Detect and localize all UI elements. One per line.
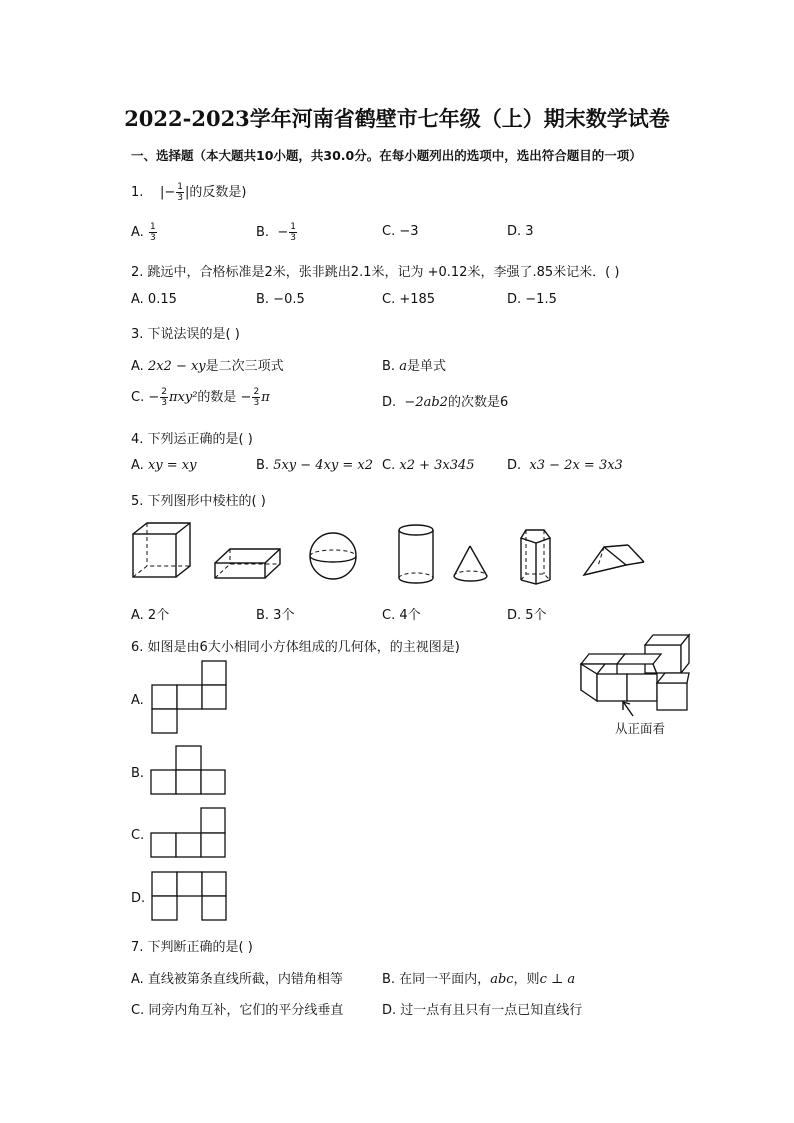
question-6: 6. 如图是由6大小相同小方体组成的几何体，的主视图是): [131, 640, 460, 655]
fraction: $\frac{1}{3}$: [177, 182, 183, 203]
q2-option-a[interactable]: A. 0.15: [131, 292, 177, 307]
q2-option-b[interactable]: B. −0.5: [256, 292, 305, 307]
q7-option-d[interactable]: D. 过一点有且只有一点已知直线行: [382, 1003, 583, 1018]
q3-option-c[interactable]: C. − $\frac{2}{3}$ πxy²的数是 − $\frac{2}{3}$ π: [131, 387, 270, 408]
q5-option-c[interactable]: C. 4个: [382, 608, 421, 623]
q4-option-c[interactable]: C. x2 + 3x345: [382, 458, 475, 473]
q6-option-d-view: [152, 872, 226, 920]
q6-option-c[interactable]: C.: [131, 828, 145, 843]
q2-option-d[interactable]: D. −1.5: [507, 292, 557, 307]
q6-option-a-view: [152, 661, 226, 733]
question-number: 1.: [131, 185, 144, 200]
q3-option-d[interactable]: D. −2ab2的次数是6: [382, 395, 509, 410]
q2-option-c[interactable]: C. +185: [382, 292, 436, 307]
q1-option-d[interactable]: D. 3: [507, 224, 534, 239]
q3-option-a[interactable]: A. 2x2 − xy是二次三项式: [131, 359, 284, 374]
q6-option-b[interactable]: B.: [131, 766, 145, 781]
front-view-caption: 从正面看: [615, 721, 666, 736]
q4-option-b[interactable]: B. 5xy − 4xy = x2: [256, 458, 374, 473]
q1-option-c[interactable]: C. −3: [382, 224, 419, 239]
question-2: 2. 跳远中，合格标准是2米，张非跳出2.1米，记为 +0.12米，李强了.85米记米．( ): [131, 265, 620, 280]
question-7: 7. 下判断正确的是( ): [131, 940, 253, 955]
q7-option-c[interactable]: C. 同旁内角互补，它们的平分线垂直: [131, 1003, 344, 1018]
q6-option-b-view: [151, 746, 225, 794]
q1-option-b[interactable]: B. − $\frac{1}{3}$: [256, 222, 296, 243]
math-text: |−: [159, 185, 176, 200]
q5-option-a[interactable]: A. 2个: [131, 608, 170, 623]
q4-option-d[interactable]: D. x3 − 2x = 3x3: [507, 458, 623, 473]
q7-option-b[interactable]: B. 在同一平面内，abc，则c ⊥ a: [382, 972, 576, 987]
q5-option-d[interactable]: D. 5个: [507, 608, 547, 623]
q1-option-a[interactable]: A. $\frac{1}{3}$: [131, 222, 156, 243]
question-text: |的反数是): [184, 185, 247, 200]
q6-option-a[interactable]: A.: [131, 693, 144, 708]
q6-option-d[interactable]: D.: [131, 891, 146, 906]
section-heading: 一、选择题（本大题共10小题，共30.0分。在每小题列出的选项中，选出符合题目的一项）: [131, 148, 642, 163]
page-title: 2022-2023学年河南省鹤壁市七年级（上）期末数学试卷: [124, 106, 670, 131]
question-5: 5. 下列图形中棱柱的( ): [131, 494, 266, 509]
q5-option-b[interactable]: B. 3个: [256, 608, 295, 623]
question-3: 3. 下说法误的是( ): [131, 327, 240, 342]
q7-option-a[interactable]: A. 直线被第条直线所截，内错角相等: [131, 972, 343, 987]
q4-option-a[interactable]: A. xy = xy: [131, 458, 197, 473]
question-4: 4. 下列运正确的是( ): [131, 432, 253, 447]
q6-option-c-view: [151, 808, 225, 857]
q3-option-b[interactable]: B. a是单式: [382, 359, 446, 374]
